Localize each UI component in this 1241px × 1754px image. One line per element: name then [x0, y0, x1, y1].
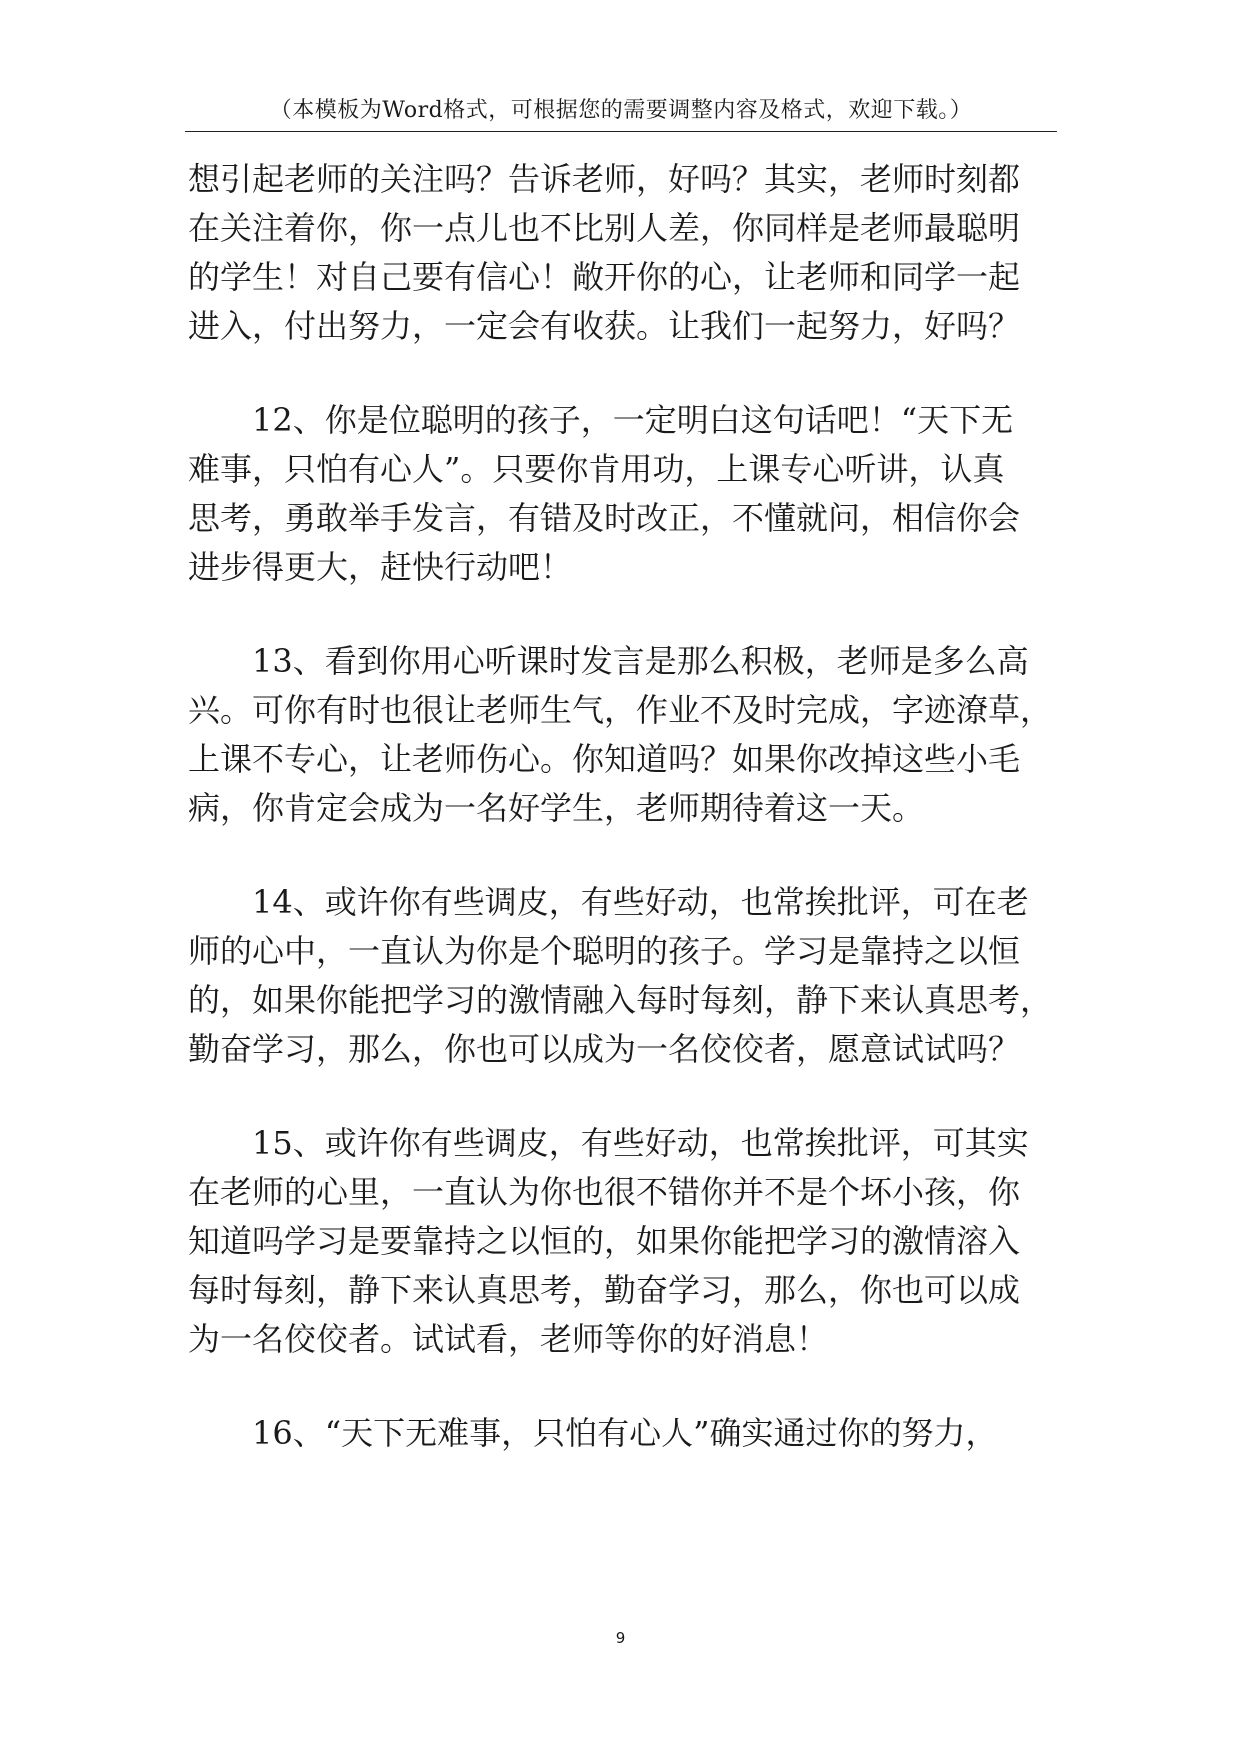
paragraph-line: 想引起老师的关注吗？告诉老师，好吗？其实，老师时刻都: [188, 160, 1021, 198]
paragraph-line: 勤奋学习，那么，你也可以成为一名佼佼者，愿意试试吗？: [188, 1030, 1021, 1068]
paragraph-spacing: [188, 351, 1060, 396]
paragraph-line: 每时每刻，静下来认真思考，勤奋学习，那么，你也可以成: [188, 1271, 1021, 1309]
paragraph-spacing: [188, 592, 1060, 637]
paragraph-line: 兴。可你有时也很让老师生气，作业不及时完成，字迹潦草，: [188, 691, 1053, 729]
paragraph-spacing: [188, 833, 1060, 878]
document-body: [188, 155, 1060, 1458]
paragraph-line: 13、看到你用心听课时发言是那么积极，老师是多么高: [188, 642, 1029, 680]
paragraph-line: 的，如果你能把学习的激情融入每时每刻，静下来认真思考，: [188, 981, 1053, 1019]
paragraph-line: 为一名佼佼者。试试看，老师等你的好消息！: [188, 1320, 829, 1358]
paragraph-line: 病，你肯定会成为一名好学生，老师期待着这一天。: [188, 789, 925, 827]
paragraph-line: 难事，只怕有心人”。只要你肯用功，上课专心听讲，认真: [188, 450, 1005, 488]
paragraph-line: 上课不专心，让老师伤心。你知道吗？如果你改掉这些小毛: [188, 740, 1021, 778]
paragraph-spacing: [188, 1364, 1060, 1409]
paragraph-line: 进步得更大，赶快行动吧！: [188, 548, 573, 586]
paragraph-line: 12、你是位聪明的孩子，一定明白这句话吧！“天下无: [188, 401, 1014, 439]
paragraph-line: 的学生！对自己要有信心！敞开你的心，让老师和同学一起: [188, 258, 1021, 296]
paragraph-line: 在关注着你，你一点儿也不比别人差，你同样是老师最聪明: [188, 209, 1021, 247]
header-divider: [185, 131, 1057, 132]
paragraph-line: 14、或许你有些调皮，有些好动，也常挨批评，可在老: [188, 883, 1029, 921]
template-notice-header: （本模板为Word格式，可根据您的需要调整内容及格式，欢迎下载。）: [269, 98, 973, 123]
paragraph-line: 在老师的心里，一直认为你也很不错你并不是个坏小孩，你: [188, 1173, 1021, 1211]
page-number: 9: [615, 1629, 626, 1647]
paragraph-line: 15、或许你有些调皮，有些好动，也常挨批评，可其实: [188, 1124, 1029, 1162]
paragraph-line: 师的心中，一直认为你是个聪明的孩子。学习是靠持之以恒: [188, 932, 1021, 970]
paragraph-line: 进入，付出努力，一定会有收获。让我们一起努力，好吗？: [188, 307, 1021, 345]
paragraph-line: 思考，勇敢举手发言，有错及时改正，不懂就问，相信你会: [188, 499, 1021, 537]
paragraph-line: 16、“天下无难事，只怕有心人”确实通过你的努力，: [188, 1414, 998, 1452]
paragraph-line: 知道吗学习是要靠持之以恒的，如果你能把学习的激情溶入: [188, 1222, 1021, 1260]
paragraph-spacing: [188, 1074, 1060, 1119]
